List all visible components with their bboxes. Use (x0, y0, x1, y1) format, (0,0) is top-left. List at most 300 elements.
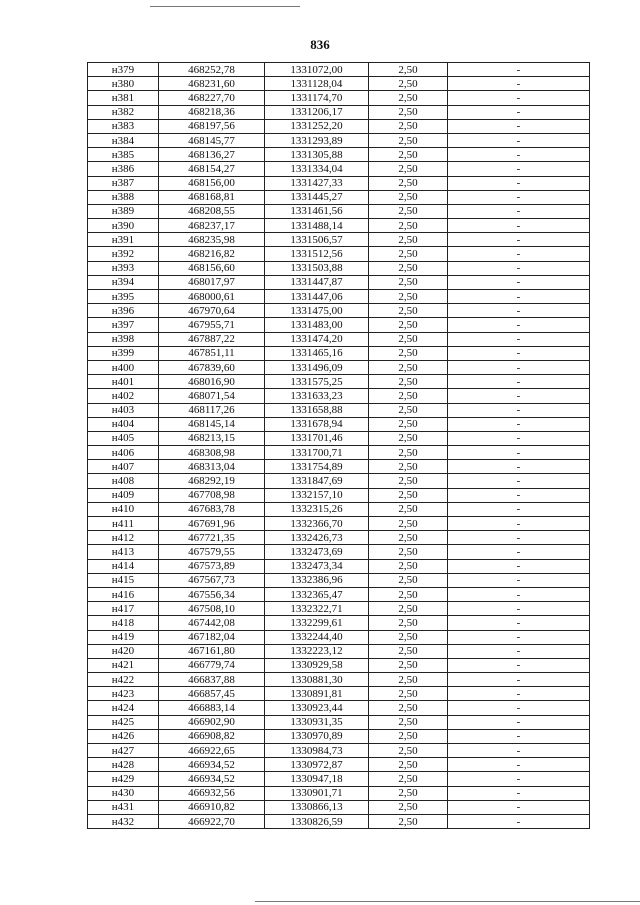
note-cell: - (448, 744, 590, 758)
note-cell: - (448, 332, 590, 346)
x-coordinate-cell: 467567,73 (159, 573, 265, 587)
y-coordinate-cell: 1330891,81 (265, 687, 369, 701)
y-coordinate-cell: 1331474,20 (265, 332, 369, 346)
y-coordinate-cell: 1331334,04 (265, 162, 369, 176)
y-coordinate-cell: 1331678,94 (265, 417, 369, 431)
table-row (88, 133, 590, 147)
note-cell: - (448, 77, 590, 91)
x-coordinate-cell: 468292,19 (159, 474, 265, 488)
x-coordinate-cell: 467579,55 (159, 545, 265, 559)
accuracy-cell: 2,50 (369, 63, 448, 77)
note-cell: - (448, 644, 590, 658)
y-coordinate-cell: 1331465,16 (265, 346, 369, 360)
note-cell: - (448, 587, 590, 601)
y-coordinate-cell: 1330881,30 (265, 673, 369, 687)
note-cell: - (448, 630, 590, 644)
table-row (88, 517, 590, 531)
x-coordinate-cell: 466883,14 (159, 701, 265, 715)
y-coordinate-cell: 1331252,20 (265, 119, 369, 133)
y-coordinate-cell: 1331488,14 (265, 219, 369, 233)
accuracy-cell: 2,50 (369, 446, 448, 460)
table-row (88, 275, 590, 289)
point-id-cell: н404 (88, 417, 159, 431)
x-coordinate-cell: 466902,90 (159, 715, 265, 729)
x-coordinate-cell: 467708,98 (159, 488, 265, 502)
accuracy-cell: 2,50 (369, 460, 448, 474)
y-coordinate-cell: 1331174,70 (265, 91, 369, 105)
accuracy-cell: 2,50 (369, 573, 448, 587)
point-id-cell: н393 (88, 261, 159, 275)
point-id-cell: н381 (88, 91, 159, 105)
note-cell: - (448, 233, 590, 247)
note-cell: - (448, 531, 590, 545)
table-row (88, 587, 590, 601)
table-row (88, 758, 590, 772)
point-id-cell: н429 (88, 772, 159, 786)
table-row (88, 460, 590, 474)
accuracy-cell: 2,50 (369, 729, 448, 743)
accuracy-cell: 2,50 (369, 204, 448, 218)
table-row (88, 602, 590, 616)
accuracy-cell: 2,50 (369, 375, 448, 389)
table-row (88, 190, 590, 204)
point-id-cell: н386 (88, 162, 159, 176)
note-cell: - (448, 658, 590, 672)
x-coordinate-cell: 467442,08 (159, 616, 265, 630)
note-cell: - (448, 687, 590, 701)
table-row (88, 531, 590, 545)
accuracy-cell: 2,50 (369, 233, 448, 247)
note-cell: - (448, 204, 590, 218)
table-row (88, 204, 590, 218)
y-coordinate-cell: 1332473,69 (265, 545, 369, 559)
x-coordinate-cell: 467573,89 (159, 559, 265, 573)
point-id-cell: н408 (88, 474, 159, 488)
note-cell: - (448, 814, 590, 828)
note-cell: - (448, 417, 590, 431)
y-coordinate-cell: 1332322,71 (265, 602, 369, 616)
table-row (88, 673, 590, 687)
note-cell: - (448, 119, 590, 133)
point-id-cell: н395 (88, 290, 159, 304)
x-coordinate-cell: 468156,60 (159, 261, 265, 275)
point-id-cell: н388 (88, 190, 159, 204)
accuracy-cell: 2,50 (369, 559, 448, 573)
point-id-cell: н405 (88, 431, 159, 445)
accuracy-cell: 2,50 (369, 474, 448, 488)
accuracy-cell: 2,50 (369, 389, 448, 403)
table-row (88, 346, 590, 360)
y-coordinate-cell: 1331447,06 (265, 290, 369, 304)
table-row (88, 119, 590, 133)
y-coordinate-cell: 1331633,23 (265, 389, 369, 403)
x-coordinate-cell: 467556,34 (159, 587, 265, 601)
point-id-cell: н400 (88, 360, 159, 374)
note-cell: - (448, 63, 590, 77)
y-coordinate-cell: 1330826,59 (265, 814, 369, 828)
accuracy-cell: 2,50 (369, 488, 448, 502)
scan-edge-bottom (255, 901, 640, 902)
table-row (88, 375, 590, 389)
table-row (88, 148, 590, 162)
y-coordinate-cell: 1331847,69 (265, 474, 369, 488)
note-cell: - (448, 375, 590, 389)
accuracy-cell: 2,50 (369, 417, 448, 431)
x-coordinate-cell: 468216,82 (159, 247, 265, 261)
table-row (88, 63, 590, 77)
x-coordinate-cell: 467721,35 (159, 531, 265, 545)
y-coordinate-cell: 1331506,57 (265, 233, 369, 247)
table-row (88, 219, 590, 233)
note-cell: - (448, 290, 590, 304)
x-coordinate-cell: 468136,27 (159, 148, 265, 162)
note-cell: - (448, 318, 590, 332)
y-coordinate-cell: 1331701,46 (265, 431, 369, 445)
note-cell: - (448, 545, 590, 559)
accuracy-cell: 2,50 (369, 800, 448, 814)
coordinates-table (87, 62, 590, 829)
point-id-cell: н419 (88, 630, 159, 644)
x-coordinate-cell: 468016,90 (159, 375, 265, 389)
accuracy-cell: 2,50 (369, 715, 448, 729)
y-coordinate-cell: 1332157,10 (265, 488, 369, 502)
point-id-cell: н401 (88, 375, 159, 389)
accuracy-cell: 2,50 (369, 91, 448, 105)
point-id-cell: н392 (88, 247, 159, 261)
table-row (88, 403, 590, 417)
table-row (88, 715, 590, 729)
accuracy-cell: 2,50 (369, 616, 448, 630)
y-coordinate-cell: 1331496,09 (265, 360, 369, 374)
x-coordinate-cell: 468197,56 (159, 119, 265, 133)
x-coordinate-cell: 468145,77 (159, 133, 265, 147)
point-id-cell: н384 (88, 133, 159, 147)
point-id-cell: н428 (88, 758, 159, 772)
point-id-cell: н423 (88, 687, 159, 701)
note-cell: - (448, 346, 590, 360)
x-coordinate-cell: 468000,61 (159, 290, 265, 304)
accuracy-cell: 2,50 (369, 758, 448, 772)
accuracy-cell: 2,50 (369, 687, 448, 701)
note-cell: - (448, 573, 590, 587)
note-cell: - (448, 758, 590, 772)
y-coordinate-cell: 1331475,00 (265, 304, 369, 318)
accuracy-cell: 2,50 (369, 360, 448, 374)
x-coordinate-cell: 466857,45 (159, 687, 265, 701)
x-coordinate-cell: 466934,52 (159, 772, 265, 786)
note-cell: - (448, 247, 590, 261)
accuracy-cell: 2,50 (369, 531, 448, 545)
x-coordinate-cell: 468213,15 (159, 431, 265, 445)
y-coordinate-cell: 1331293,89 (265, 133, 369, 147)
table-row (88, 417, 590, 431)
x-coordinate-cell: 468308,98 (159, 446, 265, 460)
x-coordinate-cell: 467691,96 (159, 517, 265, 531)
point-id-cell: н420 (88, 644, 159, 658)
table-row (88, 488, 590, 502)
point-id-cell: н417 (88, 602, 159, 616)
accuracy-cell: 2,50 (369, 219, 448, 233)
accuracy-cell: 2,50 (369, 261, 448, 275)
note-cell: - (448, 446, 590, 460)
x-coordinate-cell: 467970,64 (159, 304, 265, 318)
accuracy-cell: 2,50 (369, 148, 448, 162)
point-id-cell: н414 (88, 559, 159, 573)
note-cell: - (448, 105, 590, 119)
note-cell: - (448, 460, 590, 474)
x-coordinate-cell: 466922,65 (159, 744, 265, 758)
y-coordinate-cell: 1330929,58 (265, 658, 369, 672)
note-cell: - (448, 133, 590, 147)
table-row (88, 360, 590, 374)
point-id-cell: н418 (88, 616, 159, 630)
table-row (88, 502, 590, 516)
x-coordinate-cell: 467955,71 (159, 318, 265, 332)
table-row (88, 77, 590, 91)
note-cell: - (448, 729, 590, 743)
table-row (88, 687, 590, 701)
table-row (88, 559, 590, 573)
table-row (88, 162, 590, 176)
y-coordinate-cell: 1332315,26 (265, 502, 369, 516)
point-id-cell: н424 (88, 701, 159, 715)
accuracy-cell: 2,50 (369, 502, 448, 516)
point-id-cell: н430 (88, 786, 159, 800)
accuracy-cell: 2,50 (369, 744, 448, 758)
note-cell: - (448, 673, 590, 687)
accuracy-cell: 2,50 (369, 772, 448, 786)
point-id-cell: н432 (88, 814, 159, 828)
table-row (88, 261, 590, 275)
accuracy-cell: 2,50 (369, 644, 448, 658)
note-cell: - (448, 502, 590, 516)
point-id-cell: н431 (88, 800, 159, 814)
point-id-cell: н421 (88, 658, 159, 672)
accuracy-cell: 2,50 (369, 119, 448, 133)
x-coordinate-cell: 468252,78 (159, 63, 265, 77)
note-cell: - (448, 275, 590, 289)
table-row (88, 105, 590, 119)
accuracy-cell: 2,50 (369, 332, 448, 346)
accuracy-cell: 2,50 (369, 105, 448, 119)
table-row (88, 729, 590, 743)
x-coordinate-cell: 468227,70 (159, 91, 265, 105)
page-number: 836 (310, 37, 330, 52)
accuracy-cell: 2,50 (369, 814, 448, 828)
note-cell: - (448, 190, 590, 204)
point-id-cell: н411 (88, 517, 159, 531)
x-coordinate-cell: 466910,82 (159, 800, 265, 814)
point-id-cell: н387 (88, 176, 159, 190)
point-id-cell: н394 (88, 275, 159, 289)
point-id-cell: н379 (88, 63, 159, 77)
y-coordinate-cell: 1331575,25 (265, 375, 369, 389)
y-coordinate-cell: 1331754,89 (265, 460, 369, 474)
y-coordinate-cell: 1331512,56 (265, 247, 369, 261)
accuracy-cell: 2,50 (369, 318, 448, 332)
accuracy-cell: 2,50 (369, 786, 448, 800)
table-row (88, 658, 590, 672)
point-id-cell: н426 (88, 729, 159, 743)
y-coordinate-cell: 1332244,40 (265, 630, 369, 644)
accuracy-cell: 2,50 (369, 176, 448, 190)
note-cell: - (448, 403, 590, 417)
point-id-cell: н380 (88, 77, 159, 91)
y-coordinate-cell: 1331447,87 (265, 275, 369, 289)
point-id-cell: н403 (88, 403, 159, 417)
x-coordinate-cell: 468168,81 (159, 190, 265, 204)
point-id-cell: н399 (88, 346, 159, 360)
x-coordinate-cell: 468154,27 (159, 162, 265, 176)
accuracy-cell: 2,50 (369, 77, 448, 91)
point-id-cell: н407 (88, 460, 159, 474)
accuracy-cell: 2,50 (369, 247, 448, 261)
note-cell: - (448, 701, 590, 715)
table-row (88, 786, 590, 800)
x-coordinate-cell: 468117,26 (159, 403, 265, 417)
table-row (88, 545, 590, 559)
y-coordinate-cell: 1332386,96 (265, 573, 369, 587)
x-coordinate-cell: 466779,74 (159, 658, 265, 672)
note-cell: - (448, 800, 590, 814)
x-coordinate-cell: 468218,36 (159, 105, 265, 119)
point-id-cell: н383 (88, 119, 159, 133)
accuracy-cell: 2,50 (369, 290, 448, 304)
point-id-cell: н398 (88, 332, 159, 346)
coordinates-table-body (88, 63, 590, 829)
point-id-cell: н413 (88, 545, 159, 559)
accuracy-cell: 2,50 (369, 630, 448, 644)
x-coordinate-cell: 467161,80 (159, 644, 265, 658)
accuracy-cell: 2,50 (369, 304, 448, 318)
y-coordinate-cell: 1332223,12 (265, 644, 369, 658)
point-id-cell: н416 (88, 587, 159, 601)
note-cell: - (448, 772, 590, 786)
note-cell: - (448, 304, 590, 318)
y-coordinate-cell: 1332365,47 (265, 587, 369, 601)
table-row (88, 446, 590, 460)
y-coordinate-cell: 1331461,56 (265, 204, 369, 218)
note-cell: - (448, 176, 590, 190)
x-coordinate-cell: 467851,11 (159, 346, 265, 360)
accuracy-cell: 2,50 (369, 602, 448, 616)
table-row (88, 318, 590, 332)
table-row (88, 630, 590, 644)
table-row (88, 389, 590, 403)
table-row (88, 290, 590, 304)
point-id-cell: н397 (88, 318, 159, 332)
table-row (88, 233, 590, 247)
accuracy-cell: 2,50 (369, 587, 448, 601)
table-row (88, 474, 590, 488)
point-id-cell: н415 (88, 573, 159, 587)
x-coordinate-cell: 466934,52 (159, 758, 265, 772)
note-cell: - (448, 91, 590, 105)
point-id-cell: н410 (88, 502, 159, 516)
y-coordinate-cell: 1331305,88 (265, 148, 369, 162)
x-coordinate-cell: 468313,04 (159, 460, 265, 474)
note-cell: - (448, 389, 590, 403)
note-cell: - (448, 162, 590, 176)
x-coordinate-cell: 466932,56 (159, 786, 265, 800)
scan-edge-top (150, 6, 300, 7)
point-id-cell: н427 (88, 744, 159, 758)
note-cell: - (448, 602, 590, 616)
y-coordinate-cell: 1331072,00 (265, 63, 369, 77)
table-row (88, 304, 590, 318)
note-cell: - (448, 616, 590, 630)
point-id-cell: н385 (88, 148, 159, 162)
note-cell: - (448, 559, 590, 573)
y-coordinate-cell: 1330931,35 (265, 715, 369, 729)
accuracy-cell: 2,50 (369, 517, 448, 531)
note-cell: - (448, 715, 590, 729)
y-coordinate-cell: 1330923,44 (265, 701, 369, 715)
y-coordinate-cell: 1331483,00 (265, 318, 369, 332)
table-row (88, 431, 590, 445)
x-coordinate-cell: 468017,97 (159, 275, 265, 289)
accuracy-cell: 2,50 (369, 701, 448, 715)
table-row (88, 814, 590, 828)
table-row (88, 247, 590, 261)
table-row (88, 701, 590, 715)
x-coordinate-cell: 467839,60 (159, 360, 265, 374)
accuracy-cell: 2,50 (369, 431, 448, 445)
x-coordinate-cell: 467683,78 (159, 502, 265, 516)
point-id-cell: н382 (88, 105, 159, 119)
point-id-cell: н422 (88, 673, 159, 687)
accuracy-cell: 2,50 (369, 190, 448, 204)
x-coordinate-cell: 468156,00 (159, 176, 265, 190)
accuracy-cell: 2,50 (369, 403, 448, 417)
table-row (88, 176, 590, 190)
accuracy-cell: 2,50 (369, 162, 448, 176)
y-coordinate-cell: 1330901,71 (265, 786, 369, 800)
note-cell: - (448, 148, 590, 162)
y-coordinate-cell: 1330866,13 (265, 800, 369, 814)
y-coordinate-cell: 1331700,71 (265, 446, 369, 460)
y-coordinate-cell: 1331206,17 (265, 105, 369, 119)
note-cell: - (448, 488, 590, 502)
point-id-cell: н402 (88, 389, 159, 403)
x-coordinate-cell: 468208,55 (159, 204, 265, 218)
point-id-cell: н425 (88, 715, 159, 729)
y-coordinate-cell: 1330972,87 (265, 758, 369, 772)
note-cell: - (448, 219, 590, 233)
y-coordinate-cell: 1330947,18 (265, 772, 369, 786)
accuracy-cell: 2,50 (369, 658, 448, 672)
accuracy-cell: 2,50 (369, 346, 448, 360)
table-row (88, 332, 590, 346)
accuracy-cell: 2,50 (369, 133, 448, 147)
x-coordinate-cell: 466837,88 (159, 673, 265, 687)
table-row (88, 644, 590, 658)
accuracy-cell: 2,50 (369, 545, 448, 559)
x-coordinate-cell: 468145,14 (159, 417, 265, 431)
x-coordinate-cell: 466922,70 (159, 814, 265, 828)
table-row (88, 616, 590, 630)
x-coordinate-cell: 468071,54 (159, 389, 265, 403)
table-row (88, 573, 590, 587)
point-id-cell: н409 (88, 488, 159, 502)
point-id-cell: н390 (88, 219, 159, 233)
y-coordinate-cell: 1332473,34 (265, 559, 369, 573)
x-coordinate-cell: 468235,98 (159, 233, 265, 247)
point-id-cell: н389 (88, 204, 159, 218)
note-cell: - (448, 261, 590, 275)
y-coordinate-cell: 1331427,33 (265, 176, 369, 190)
table-row (88, 91, 590, 105)
